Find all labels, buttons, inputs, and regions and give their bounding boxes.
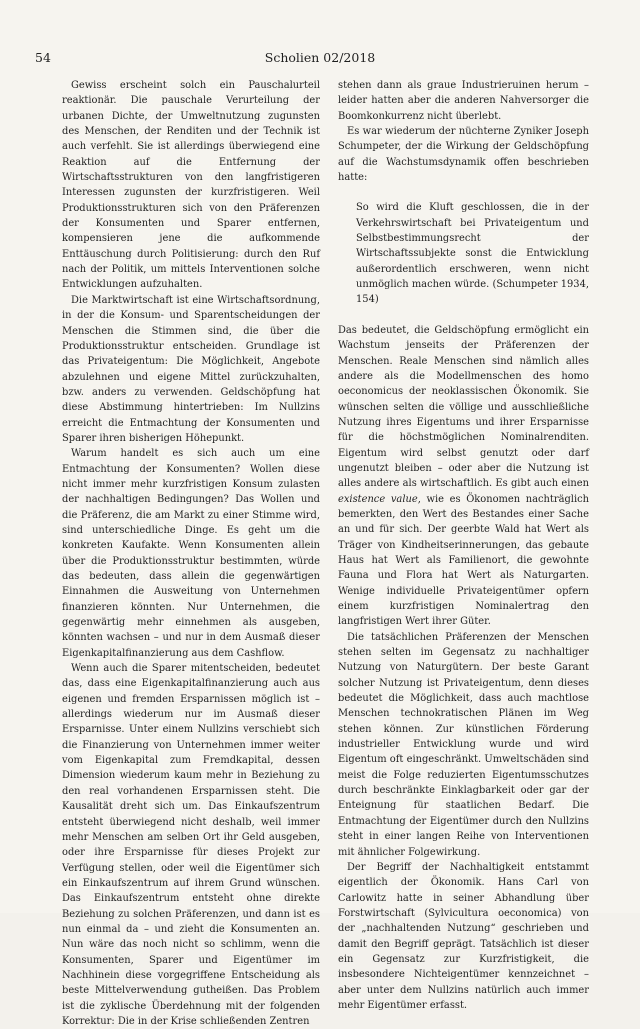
left-column (62, 78, 320, 1029)
paragraph: Die tatsächlichen Präferenzen der Menschen stehen selten im Gegensatz zu nachhaltiger Nutzung von Naturgütern. Der beste Garant solcher Nutzung ist Privateigentum, denn dieses bedeutet die Möglichkeit, dass auch machtlose Menschen technokratischen Plänen im Weg stehen können. Zur künstlichen Förderung industrieller Entwicklung wurde und wird Eigentum oft eingeschränkt. Umweltschäden sind meist die Folge reduzierten Eigentumsschutzes durch beschränkte Einklagbarkeit oder gar der Enteignung für staatlichen Bedarf. Die Entmachtung der Eigentümer durch den Nullzins steht in einer langen Reihe von Interventionen mit ähnlicher Folgewirkung. (338, 631, 589, 858)
paragraph: Die Marktwirtschaft ist eine Wirtschaftsordnung, in der die Konsum- und Sparentscheidungen der Menschen die Stimmen sind, die über die Produktionsstruktur entscheiden. Grundlage ist das Privateigentum: Die Möglichkeit, Angebote abzulehnen und eigene Mittel zurückzuhalten, bzw. anders zu verwenden. Geldschöpfung hat diese Abstimmung hintertrieben: Im Nullzins erreicht die Entmachtung der Konsumenten und Sparer ihren bisherigen Höhepunkt. (62, 294, 320, 444)
paragraph: Gewiss erscheint solch ein Pauschalurteil reaktionär. Die pauschale Verurteilung der urbanen Dichte, der Umweltnutzung zugunsten des Menschen, der Renditen und der Technik ist auch verfehlt. Sie ist allerdings überwiegend eine Reaktion auf die Entfernung der Wirtschaftsstrukturen von den langfristigeren Interessen zugunsten der kurzfristigeren. Weil Produktionsstrukturen sich von den Präferenzen der Konsumenten und Sparer entfernen, kompensieren jene die aufkommende Enttäuschung durch Politisierung: durch den Ruf nach der Politik, um mittels Interventionen solche Entwicklungen aufzuhalten. (62, 80, 320, 291)
running-head: Scholien 02/2018 (264, 50, 376, 65)
block-quote (356, 200, 589, 307)
text-run: , wie es Ökonomen nachträglich bemerkten, den Wert des Bestandes einer Sache an und für sich. Der geerbte Wald hat Wert als Träger von Kindheitserinnerungen, das gebaute Haus hat Wert als Familienort, die gewohnte Fauna und Flora hat Wert als Naturgarten. Wenige individuelle Privateigentümer opfern einem kurzfristigen Nominalertrag den langfristigen Wert ihrer Güter. (338, 493, 590, 628)
page-number: 54 (35, 50, 51, 65)
paragraph: Der Begriff der Nachhaltigkeit entstammt eigentlich der Ökonomik. Hans Carl von Carlowitz hatte in seiner Abhandlung über Forstwirtschaft (Sylvicultura oeconomica) von der „nachhaltenden Nutzung“ geschrieben und damit den Begriff geprägt. Tatsächlich ist dieser ein Gegensatz zur Kurzfristigkeit, die insbesondere Nichteigentümer kennzeichnet – aber unter dem Nullzins natürlich auch immer mehr Eigentümer erfasst. (338, 861, 589, 1011)
paragraph (338, 323, 589, 630)
paragraph: Wenn auch die Sparer mitentscheiden, bedeutet das, dass eine Eigenkapitalfinanzierung auch aus eigenen und fremden Ersparnissen möglich ist – allerdings wiederum nur im Ausmaß dieser Ersparnisse. Unter einem Nullzins verschiebt sich die Finanzierung von Unternehmen immer weiter vom Eigenkapital zum Fremdkapital, dessen Dimension wiederum kaum mehr in Beziehung zu den real vorhandenen Ersparnissen steht. Die Kausalität dreht sich um. Das Einkaufszentrum entsteht überwiegend nicht deshalb, weil immer mehr Menschen am selben Ort ihr Geld ausgeben, oder ihre Ersparnisse für dieses Projekt zur Verfügung stellen, oder weil die Eigentümer sich ein Einkaufszentrum auf ihrem Grund wünschen. Das Einkaufszentrum entsteht ohne direkte Beziehung zu solchen Präferenzen, und dann ist es nun einmal da – und zieht die Konsumenten an. Nun wäre das noch nicht so schlimm, wenn die Konsumenten, Sparer und Eigentümer im Nachhinein diese vorgegriffene Entscheidung als beste Mittelverwendung gutheißen. Das Problem ist die zyklische Überdehnung mit der folgenden Korrektur: Die in der Krise schließenden Zentren (62, 663, 320, 1027)
quote-text: So wird die Kluft geschlossen, die in der Verkehrswirtschaft bei Privateigentum und Selbstbestimmungsrecht der Wirtschaftssubjekte sonst die Entwicklung außerordentlich erschweren, wenn nicht unmöglich machen würde. (Schumpeter 1934, 154) (356, 202, 589, 306)
text-run: Das bedeutet, die Geldschöpfung ermöglicht ein Wachstum jenseits der Präferenzen der Menschen. Reale Menschen sind nämlich alles andere als die Modellmenschen des homo oeconomicus der neoklassischen Ökonomik. Sie wünschen selten die völlige und ausschließliche Nutzung ihres Eigentums und ihrer Ersparnisse für die höchstmöglichen Nominalrenditen. Eigentum wird selbst genutzt oder darf ungenutzt bleiben – oder aber die Nutzung ist alles andere als wirtschaftlich. Es gibt auch einen (338, 324, 589, 490)
emphasis-text: existence value (338, 493, 418, 505)
paragraph: Es war wiederum der nüchterne Zyniker Joseph Schumpeter, der die Wirkung der Geldschöpfung auf die Wachstumsdynamik offen beschrieben hatte: (338, 126, 589, 184)
right-column (338, 78, 589, 1013)
paragraph-continued: stehen dann als graue Industrieruinen herum – leider hatten aber die anderen Nahversorger die Boomkonkurrenz nicht überlebt. (338, 80, 589, 122)
paragraph: Warum handelt es sich auch um eine Entmachtung der Konsumenten? Wollen diese nicht immer mehr kurzfristigen Konsum zulasten der nachhaltigen Bedingungen? Das Wollen und die Präferenz, die am Markt zu einer Stimme wird, sind unterschiedliche Dinge. Es geht um die konkreten Kaufakte. Wenn Konsumenten allein über die Produktionsstruktur bestimmten, würde das bedeuten, dass allein die gegenwärtigen Einnahmen die Ausweitung von Unternehmen finanzieren könnten. Nur Unternehmen, die gegenwärtig mehr einnehmen als ausgeben, könnten wachsen – und nur in dem Ausmaß dieser Eigenkapitalfinanzierung aus dem Cashflow. (62, 448, 320, 659)
